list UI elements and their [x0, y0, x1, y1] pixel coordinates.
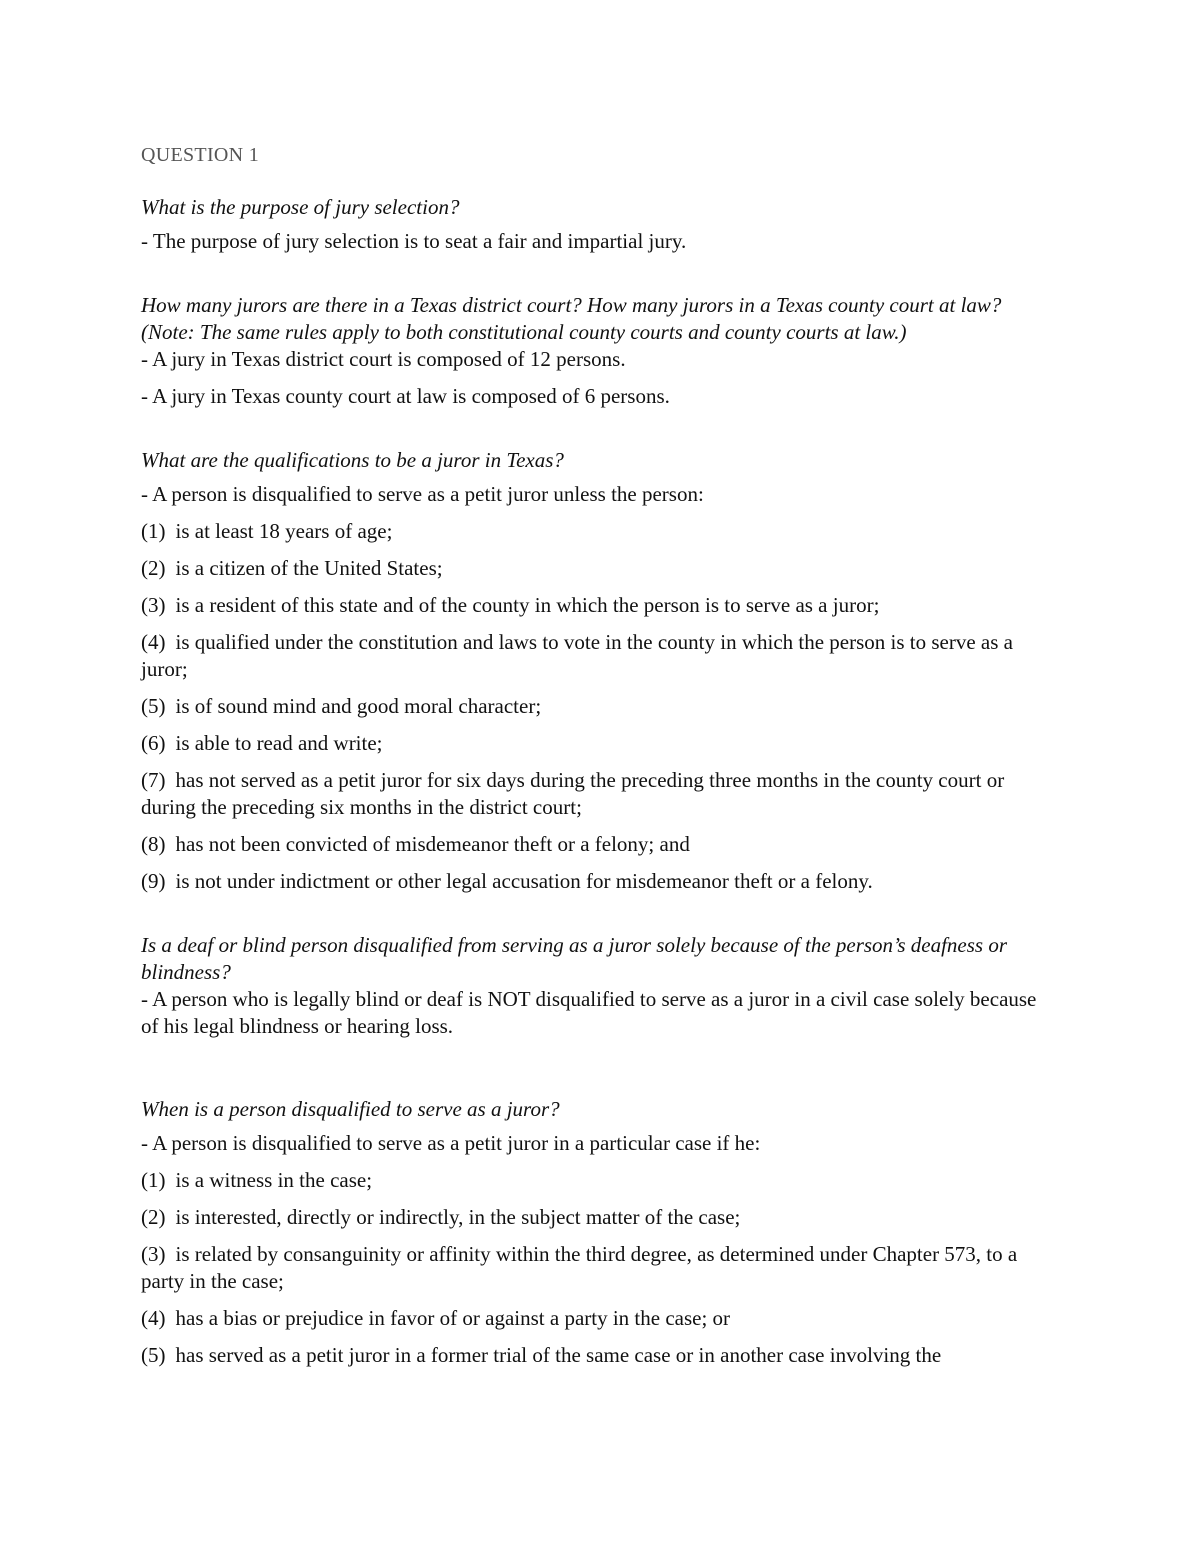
question-jury-selection-purpose: What is the purpose of jury selection? — [141, 195, 460, 219]
list-item-number: (6) — [141, 731, 166, 755]
question-heading: QUESTION 1 — [141, 144, 259, 166]
list-item-text: is at least 18 years of age; — [175, 519, 393, 543]
answer-district-court-jurors: - A jury in Texas district court is composed of 12 persons. — [141, 347, 626, 371]
list-item — [141, 831, 1051, 858]
list-item — [141, 693, 1051, 720]
list-item-text: has a bias or prejudice in favor of or against a party in the case; or — [175, 1306, 731, 1330]
list-item-text: is of sound mind and good moral character; — [175, 694, 542, 718]
list-item-number: (7) — [141, 768, 166, 792]
list-item-number: (3) — [141, 1242, 166, 1266]
list-item-number: (8) — [141, 832, 166, 856]
list-item-text: has not served as a petit juror for six days during the preceding three months in the county court or during the preceding six months in the district court; — [141, 768, 1005, 819]
list-item-text: is a resident of this state and of the county in which the person is to serve as a juror; — [175, 593, 880, 617]
qualifications-intro: - A person is disqualified to serve as a petit juror unless the person: — [141, 482, 704, 506]
list-item-number: (2) — [141, 1205, 166, 1229]
answer-county-court-jurors: - A jury in Texas county court at law is composed of 6 persons. — [141, 384, 670, 408]
list-item — [141, 1204, 1051, 1231]
question-number-of-jurors: How many jurors are there in a Texas district court? How many jurors in a Texas county court at law? (Note: The same rules apply to both constitutional county courts and county courts at law.) — [141, 293, 1002, 344]
list-item — [141, 767, 1051, 821]
list-item — [141, 730, 1051, 757]
answer-deaf-blind-juror: - A person who is legally blind or deaf is NOT disqualified to serve as a juror in a civil case solely because of his legal blindness or hearing loss. — [141, 987, 1037, 1038]
list-item — [141, 868, 1051, 895]
question-juror-qualifications: What are the qualifications to be a juror in Texas? — [141, 448, 564, 472]
list-item-text: is a witness in the case; — [175, 1168, 373, 1192]
list-item — [141, 592, 1051, 619]
list-item-text: is a citizen of the United States; — [175, 556, 443, 580]
list-item-number: (5) — [141, 1343, 166, 1367]
list-item — [141, 1342, 1051, 1369]
list-item-number: (1) — [141, 519, 166, 543]
list-item — [141, 518, 1051, 545]
list-item-text: has not been convicted of misdemeanor theft or a felony; and — [175, 832, 690, 856]
list-item — [141, 629, 1051, 683]
list-item-number: (4) — [141, 1306, 166, 1330]
list-item-number: (3) — [141, 593, 166, 617]
list-item-number: (9) — [141, 869, 166, 893]
list-item-number: (1) — [141, 1168, 166, 1192]
list-item-number: (2) — [141, 556, 166, 580]
disqualification-intro: - A person is disqualified to serve as a petit juror in a particular case if he: — [141, 1131, 761, 1155]
document-page — [141, 140, 1051, 1369]
question-deaf-blind-juror: Is a deaf or blind person disqualified from serving as a juror solely because of the person’s deafness or blindness? — [141, 933, 1008, 984]
list-item-number: (5) — [141, 694, 166, 718]
list-item — [141, 1241, 1051, 1295]
list-item-text: is qualified under the constitution and laws to vote in the county in which the person is to serve as a juror; — [141, 630, 1013, 681]
list-item-text: is able to read and write; — [175, 731, 383, 755]
list-item-number: (4) — [141, 630, 166, 654]
list-item-text: has served as a petit juror in a former trial of the same case or in another case involving the — [175, 1343, 942, 1367]
list-item-text: is interested, directly or indirectly, in the subject matter of the case; — [175, 1205, 741, 1229]
list-item-text: is not under indictment or other legal accusation for misdemeanor theft or a felony. — [175, 869, 873, 893]
list-item-text: is related by consanguinity or affinity within the third degree, as determined under Chapter 573, to a party in the case; — [141, 1242, 1018, 1293]
answer-jury-selection-purpose: - The purpose of jury selection is to seat a fair and impartial jury. — [141, 229, 687, 253]
list-item — [141, 1305, 1051, 1332]
question-juror-disqualification: When is a person disqualified to serve as a juror? — [141, 1097, 560, 1121]
list-item — [141, 555, 1051, 582]
list-item — [141, 1167, 1051, 1194]
